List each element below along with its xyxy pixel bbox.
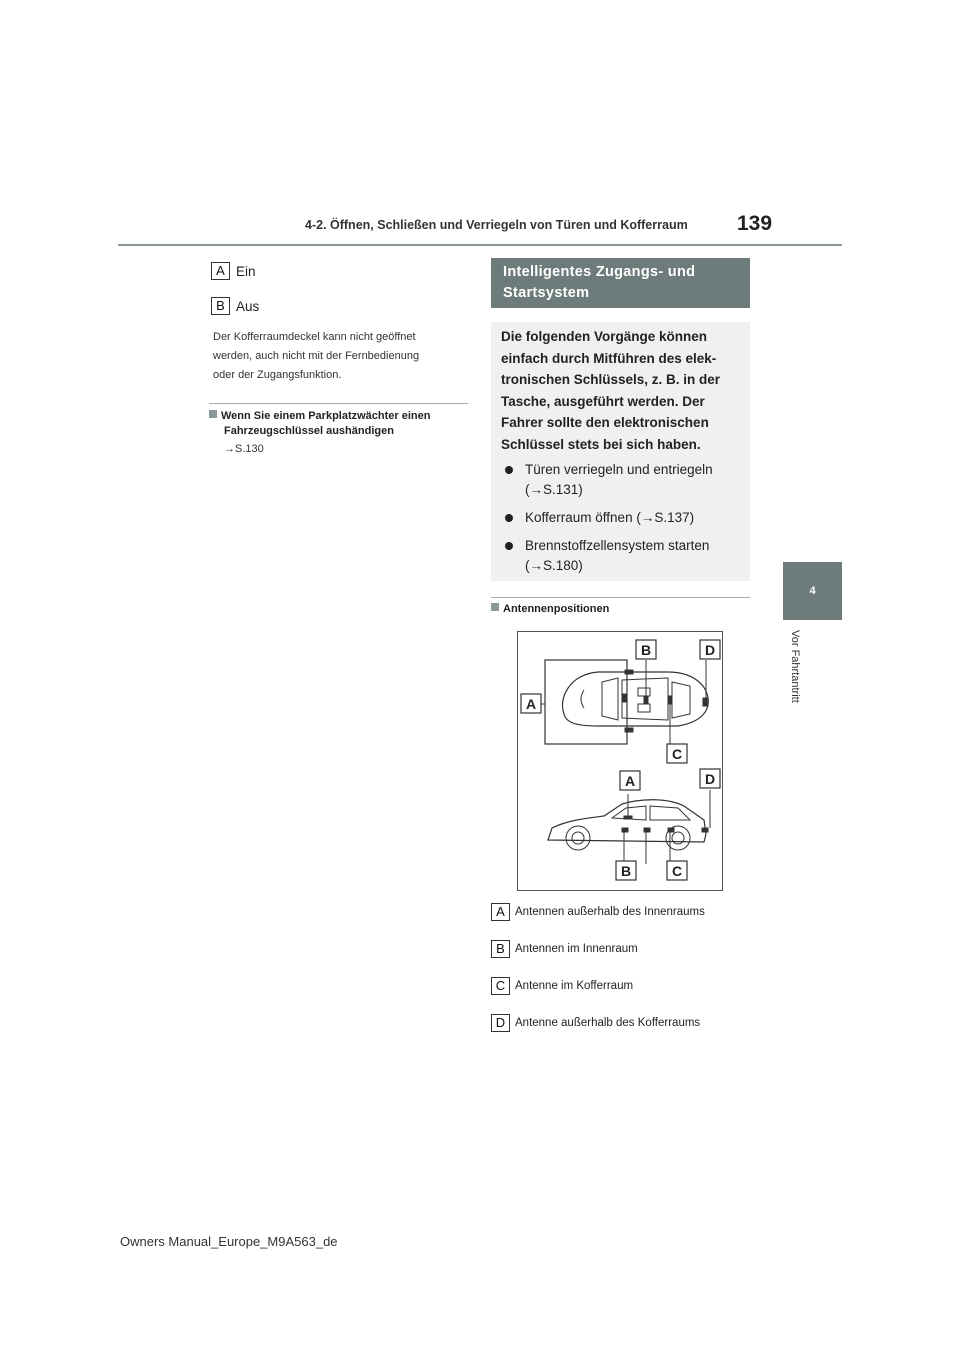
diagram-label-d: D [704, 642, 716, 658]
list-item [501, 536, 740, 576]
legend-item-d [491, 1014, 700, 1032]
car-side-view-icon [548, 800, 706, 850]
subheading-line: Fahrzeugschlüssel aushändigen [224, 425, 394, 437]
diagram-label-c: C [671, 746, 683, 762]
diagram-label-c: C [671, 863, 683, 879]
feature-list [501, 460, 740, 576]
list-item-line: Brennstoffzellensystem starten [525, 537, 710, 553]
paragraph-line: werden, auch nicht mit der Fernbedienung [213, 350, 420, 362]
list-item-ref[interactable]: (→S.180) [525, 557, 583, 573]
legend-text: Antenne außerhalb des Kofferraums [515, 1017, 701, 1029]
car-antenna-illustration [518, 632, 722, 890]
letter-badge-c: C [491, 977, 510, 995]
letter-badge-d: D [491, 1014, 510, 1032]
legend-item-b [491, 940, 638, 958]
letter-badge-a: A [491, 903, 510, 921]
item-a [211, 262, 256, 280]
chapter-tab[interactable] [783, 562, 842, 620]
chapter-side-label [783, 630, 807, 730]
section-title [491, 258, 750, 308]
intro-line: tronischen Schlüssels, z. B. in der [501, 372, 721, 388]
legend-item-c [491, 977, 633, 995]
chapter-number: 4 [809, 585, 816, 597]
legend-text: Antennen außerhalb des Innenraums [515, 906, 705, 918]
section-divider [491, 597, 750, 598]
diagram-label-b: B [640, 642, 652, 658]
diagram-label-a: A [624, 773, 636, 789]
square-bullet-icon [491, 603, 499, 611]
list-item [501, 508, 740, 528]
letter-badge-a: A [211, 262, 230, 280]
list-item-line: Kofferraum öffnen (→S.137) [525, 509, 695, 525]
antenna-diagram [517, 631, 723, 891]
letter-badge-b: B [491, 940, 510, 958]
intro-line: Tasche, ausgeführt werden. Der [501, 393, 705, 409]
page-number: 139 [737, 212, 773, 235]
square-bullet-icon [209, 410, 217, 418]
section-title-line: Intelligentes Zugangs- und [503, 264, 696, 280]
subheading-line: Wenn Sie einem Parkplatzwächter einen [221, 410, 431, 422]
item-a-text: Ein [236, 263, 256, 279]
intro-line: Die folgenden Vorgänge können [501, 329, 708, 344]
legend-text: Antenne im Kofferraum [515, 980, 634, 992]
intro-text [501, 326, 740, 456]
page-reference-link[interactable]: →S.130 [224, 443, 264, 455]
letter-badge-b: B [211, 297, 230, 315]
antenna-subheading-text: Antennenpositionen [503, 603, 610, 615]
legend-text: Antennen im Innenraum [515, 943, 638, 955]
antenna-subheading [491, 602, 609, 617]
diagram-label-a: A [525, 696, 537, 712]
chapter-side-label-text: Vor Fahrtantritt [789, 630, 801, 703]
section-divider [209, 403, 468, 404]
car-top-view-icon [562, 672, 708, 726]
header-divider [118, 244, 842, 246]
section-title-line: Startsystem [503, 285, 590, 301]
list-item-line: Türen verriegeln und entriegeln [525, 461, 713, 477]
diagram-label-b: B [620, 863, 632, 879]
paragraph-line: Der Kofferraumdeckel kann nicht geöffnet [213, 331, 416, 343]
chapter-header-title: 4-2. Öffnen, Schließen und Verriegeln von Türen und Kofferraum [305, 218, 688, 232]
trunk-note-paragraph [213, 328, 463, 385]
valet-subheading [209, 409, 471, 439]
intro-line: einfach durch Mitführen des elek- [501, 350, 717, 366]
intro-line: Schlüssel stets bei sich haben. [501, 436, 701, 452]
document-footer: Owners Manual_Europe_M9A563_de [120, 1234, 338, 1249]
intro-line: Fahrer sollte den elektronischen [501, 415, 709, 431]
legend-item-a [491, 903, 705, 921]
list-item [501, 460, 740, 500]
diagram-label-d: D [704, 771, 716, 787]
list-item-ref[interactable]: (→S.131) [525, 481, 583, 497]
paragraph-line: oder der Zugangsfunktion. [213, 369, 342, 381]
item-b [211, 297, 259, 315]
feature-info-box [491, 322, 750, 581]
item-b-text: Aus [236, 298, 260, 314]
